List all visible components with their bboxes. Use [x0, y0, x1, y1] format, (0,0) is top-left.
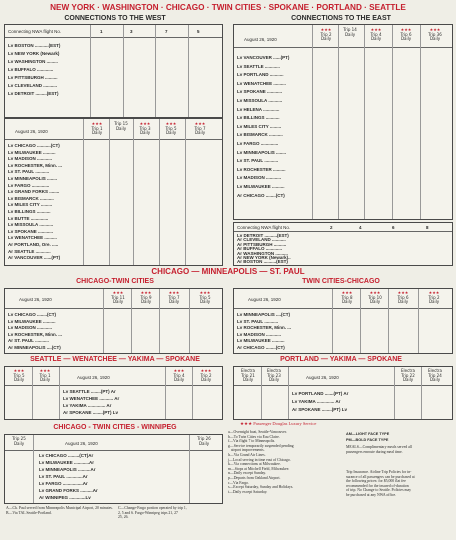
station-row: Lv MADISON ............ — [8, 156, 53, 162]
station-row: Lv DETROIT .........(EST) — [8, 91, 59, 96]
station-row: Ar SPOKANE ........(PT) Lv — [63, 410, 119, 415]
east-heading: CONNECTIONS TO THE EAST — [291, 15, 391, 22]
trip-head: ★★★ Trip 6 Daily — [397, 290, 409, 304]
station-row: Lv SPOKANE ............ — [8, 228, 54, 234]
tc-chi-heading: TWIN CITIES-CHICAGO — [302, 278, 380, 285]
bottom-note-mid: C—Change-Fargo portion operated by trip 1, 2, 5 and 6. Fargo-Winnipeg trips 21, 27 25, 26. — [118, 506, 187, 520]
trip-head: ★★★ Trip 5 Daily — [165, 121, 177, 135]
trip-head: ★★★ Trip 1 Daily — [39, 368, 51, 382]
station-row: Lv MINNEAPOLIS ........ — [237, 149, 287, 155]
station-row: Lv BOSTON ...........(EST) — [8, 43, 61, 48]
station-row: Lv MADISON ............ — [237, 331, 282, 337]
station-row: Lv GRAND FORKS ........ — [8, 189, 60, 195]
trip-head: ★★★ Trip 10 Daily — [368, 290, 382, 304]
station-row: Lv FARGO ................Ar — [39, 481, 88, 486]
station-row: Lv ST. PAUL .............Ar — [39, 474, 88, 479]
winnipeg-table — [4, 434, 223, 504]
trip-head: ★★★ Trip 7 Daily — [168, 290, 180, 304]
station-row: Lv MISSOULA ........... — [8, 222, 54, 228]
station-row: Ar BUFFALO ............. — [237, 246, 283, 252]
station-row: Lv YAKIMA .............. Ar — [292, 399, 341, 404]
insurance-note: Trip Insurance. Airline Trip Policies for in- surance of all passengers can be purchased at the following prices: for $5,000 flat fee recommended for the insured of-duration of trip. No Change to Seattle. Policies may be purchased at any NWA office. — [346, 470, 415, 497]
station-row: Lv WENATCHEE ........... Ar — [63, 396, 120, 401]
table-date: August 26, 1920 — [306, 375, 339, 380]
station-row: Ar BOSTON ..........(EST) — [237, 259, 288, 265]
station-row: Lv ROCHESTER, Minn. ... — [8, 331, 63, 337]
pm-legend: PM—BOLD FACE TYPE — [346, 438, 389, 442]
tc-chi-table — [233, 288, 453, 354]
trip-head: ★★★ Trip 6 Daily — [400, 27, 412, 41]
chi-tc-heading: CHICAGO-TWIN CITIES — [76, 278, 154, 285]
station-row: Lv WENATCHEE .......... — [237, 80, 286, 86]
station-row: Lv MILWAUKEE .......... — [8, 149, 56, 155]
station-row: Lv CHICAGO ...........(CT) — [8, 143, 60, 148]
luxury-service-legend: ★★★ Passenger Douglas Luxury Service — [240, 421, 317, 426]
station-row: Lv PORTLAND .......(PT) Ar — [292, 391, 349, 396]
trip-head: ★★★ Trip 3 Daily — [139, 121, 151, 135]
trip-head: ★★★ Trip 4 Daily — [370, 27, 382, 41]
station-row: Ar NEW YORK (Newark).. — [237, 255, 291, 260]
station-row: Lv SEATTLE ........(PT) Ar — [63, 389, 116, 394]
station-row: Ar CLEVELAND ........... — [237, 237, 286, 243]
station-row: Lv ROCHESTER, Minn. ... — [237, 325, 292, 330]
west-heading: CONNECTIONS TO THE WEST — [64, 15, 166, 22]
station-row: Lv ROCHESTER, Minn. ... — [8, 162, 63, 168]
station-row: Lv MILWAUKEE ............Ar — [39, 460, 95, 465]
station-row: Lv BISMARCK ........... — [237, 132, 283, 138]
table-date: August 26, 1920 — [19, 297, 52, 302]
sea-spk-table — [4, 366, 223, 420]
station-row: Lv BUTTE .............. — [8, 215, 49, 221]
station-row: Lv SEATTLE ............ — [237, 63, 280, 69]
station-row: Lv MADISON ............ — [237, 175, 282, 181]
west-main-table — [4, 118, 223, 266]
west-connections-table — [4, 24, 223, 118]
station-row: Lv DETROIT ..........(EST) — [237, 233, 289, 238]
station-row: Lv ROCHESTER .......... — [237, 166, 286, 172]
trip-head: Trip 26 Daily — [197, 436, 211, 446]
trip-head: Trip 14 Daily — [343, 27, 357, 37]
table-date: August 26, 1920 — [77, 375, 110, 380]
east-main-table — [233, 24, 453, 220]
trip-head: ★★★ Trip 2 Daily — [320, 27, 332, 41]
connect-head: Connecting NWA flight No. — [8, 29, 62, 34]
station-row: Lv CHICAGO ........(CT) — [8, 312, 56, 317]
station-row: Ar SPOKANE ........(PT) Lv — [292, 407, 348, 412]
station-row: Lv VANCOUVER ......(PT) — [237, 55, 290, 60]
por-heading: PORTLAND — YAKIMA — SPOKANE — [280, 356, 402, 363]
station-row: Ar CHICAGO ........(CT) — [237, 192, 285, 198]
station-row: Ar ST. PAUL ........... — [8, 338, 49, 343]
table-date: August 26, 1920 — [65, 441, 98, 446]
trip-head: ★★★ Trip 11 Daily — [111, 290, 125, 304]
am-legend: AM—LIGHT FACE TYPE — [346, 432, 390, 436]
station-row: Lv SPOKANE ............ — [237, 89, 283, 95]
col-head: 1 — [100, 29, 103, 34]
trip-head: ★★★ Trip 2 Daily — [200, 368, 212, 382]
table-date: August 26, 1920 — [244, 37, 277, 42]
mid-title: CHICAGO — MINNEAPOLIS — ST. PAUL — [151, 267, 305, 276]
trip-head: Trip 15 Daily — [114, 121, 128, 131]
station-row: Lv BILLINGS ........... — [237, 115, 280, 121]
station-row: Lv PORTLAND ........... — [237, 72, 284, 78]
connect-head: Connecting NWA flight No. — [237, 225, 291, 230]
trip-head: ★★★ Trip 7 Daily — [194, 121, 206, 135]
meals-legend: MEALS—Complimentary meals served all passengers enroute during meal time. — [346, 445, 412, 454]
station-row: Lv GRAND FORKS ..........Ar — [39, 488, 98, 493]
station-row: Ar WASHINGTON .......... — [237, 250, 288, 256]
por-spk-table — [233, 366, 453, 420]
trip-head: Electra Trip 23 Daily — [267, 368, 281, 382]
station-row: Ar WINNIPEG .............Lv — [39, 495, 91, 500]
col-head: 3 — [130, 29, 133, 34]
col-head: 6 — [392, 225, 395, 230]
trip-head: Electra Trip 24 Daily — [428, 368, 442, 382]
trip-head: Electra Trip 22 Daily — [401, 368, 415, 382]
station-row: Ar SEATTLE ............ — [8, 248, 51, 254]
station-row: Lv FARGO .............. — [8, 182, 50, 188]
table-date: August 26, 1920 — [15, 129, 48, 134]
trip-head: Trip 25 Daily — [12, 436, 26, 446]
trip-head: ★★★ Trip 36 Daily — [428, 27, 442, 41]
station-row: Lv BISMARCK ........... — [8, 195, 54, 201]
east-connections-table — [233, 222, 453, 266]
station-row: Lv MILWAUKEE .......... — [8, 318, 56, 324]
station-row: Lv HELENA ............. — [237, 106, 280, 112]
station-row: Lv WENATCHEE .......... — [8, 235, 57, 241]
footnotes: a—Overnight boat, Seattle-Vancouver. b—To Twin Cities via Eau Claire. f—Via flight 7 to Minneapolis. g—Service temporarily suspended pending airport improvements. h—Via Grand Air Lines. j—Local serving in time east of Chicago. k—Via connections at Milwaukee. m—Stops at Mitchell Field, Milwaukee. n—Daily except Sunday. p—Departs from Oakland Airport. r—Via Fargo. s—Except Saturday, Sunday and Holidays. t—Daily except Saturday. — [228, 430, 294, 494]
station-row: Lv MINNEAPOLIS ....(CT) — [237, 312, 291, 317]
station-row: Lv FARGO .............. — [237, 141, 279, 146]
station-row: Lv MILES CITY ......... — [8, 202, 53, 208]
station-row: Lv BUFFALO ............. — [8, 67, 54, 72]
station-row: Lv MINNEAPOLIS ..........Ar — [39, 467, 96, 472]
trip-head: ★★★ Trip 9 Daily — [140, 290, 152, 304]
winnipeg-heading: CHICAGO - TWIN CITIES - WINNIPEG — [53, 424, 177, 431]
trip-head: Electra Trip 21 Daily — [241, 368, 255, 382]
station-row: Ar CHICAGO ........(CT) — [237, 344, 285, 350]
station-row: Lv MINNEAPOLIS ........ — [8, 176, 58, 181]
trip-head: ★★★ Trip 4 Daily — [173, 368, 185, 382]
station-row: Lv MILES CITY ......... — [237, 123, 282, 129]
col-head: 7 — [165, 29, 168, 34]
trip-head: ★★★ Trip 5 Daily — [13, 368, 25, 382]
bottom-note-left: A—Ck. Paul served from Minneapolis Municipal Airport, 20 minutes. B—Via TAL Seattle-Portland. — [6, 506, 113, 515]
trip-head: ★★★ Trip 8 Daily — [341, 290, 353, 304]
station-row: Lv MILWAUKEE .......... — [237, 338, 285, 343]
station-row: Lv WASHINGTON ......... — [8, 59, 58, 64]
station-row: Lv NEW YORK (Newark) — [8, 51, 60, 56]
trip-head: ★★★ Trip 1 Daily — [91, 121, 103, 135]
station-row: Lv ST. PAUL ........... — [237, 318, 279, 324]
col-head: 4 — [359, 225, 362, 230]
table-date: August 26, 1920 — [248, 297, 281, 302]
station-row: Lv MISSOULA ........... — [237, 98, 283, 103]
station-row: Lv PITTSBURGH .......... — [8, 75, 58, 80]
station-row: Lv MADISON ............ — [8, 325, 53, 330]
station-row: Lv MILWAUKEE .......... — [237, 184, 285, 189]
station-row: Lv CLEVELAND ........... — [8, 83, 58, 88]
station-row: Lv ST. PAUL ........... — [8, 169, 50, 175]
route-title: NEW YORK · WASHINGTON · CHICAGO · TWIN CITIES · SPOKANE · PORTLAND · SEATTLE — [50, 3, 406, 12]
station-row: Ar PITTSBURGH .......... — [237, 241, 287, 247]
col-head: 2 — [330, 225, 333, 230]
station-row: Ar VANCOUVER ......(PT) — [8, 255, 61, 261]
station-row: Lv ST. PAUL ........... — [237, 158, 279, 164]
station-row: Ar MINNEAPOLIS ....(CT) — [8, 344, 61, 350]
trip-head: ★★★ Trip 2 Daily — [428, 290, 440, 304]
col-head: 5 — [197, 29, 200, 34]
station-row: Lv YAKIMA .............. Ar — [63, 403, 112, 408]
chi-tc-table — [4, 288, 223, 354]
station-row: Ar PORTLAND, Ore. ..... — [8, 242, 59, 247]
trip-head: ★★★ Trip 5 Daily — [199, 290, 211, 304]
col-head: 8 — [426, 225, 429, 230]
station-row: Lv CHICAGO .........(CT)Ar — [39, 453, 94, 458]
station-row: Lv BILLINGS ........... — [8, 209, 51, 214]
sea-heading: SEATTLE — WENATCHEE — YAKIMA — SPOKANE — [30, 356, 200, 363]
